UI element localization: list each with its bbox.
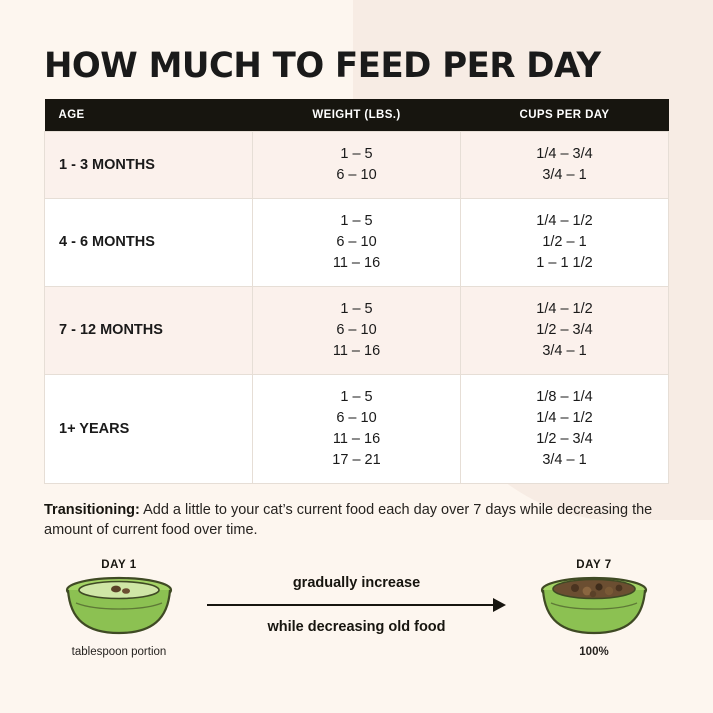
weight-value: 6 – 10 <box>336 321 377 338</box>
weight-value: 17 – 21 <box>332 451 381 468</box>
cell-weight <box>253 286 461 374</box>
column-header-cups: CUPS PER DAY <box>461 99 669 132</box>
cups-value: 1/8 – 1/4 <box>536 388 593 405</box>
cups-value: 1/2 – 1 <box>542 233 587 250</box>
cell-age: 1 - 3 MONTHS <box>45 131 253 198</box>
arrow-text-bottom: while decreasing old food <box>267 618 446 635</box>
weight-value: 11 – 16 <box>332 430 381 447</box>
table-row <box>45 286 669 374</box>
arrow-icon <box>194 597 519 613</box>
arrow-block <box>194 575 519 635</box>
weight-value: 6 – 10 <box>336 409 377 426</box>
cups-value: 1 – 1 1/2 <box>536 254 593 271</box>
cups-value: 1/4 – 1/2 <box>536 300 593 317</box>
weight-value: 11 – 16 <box>332 254 381 271</box>
page-title: HOW MUCH TO FEED PER DAY <box>44 46 601 86</box>
cups-value: 1/4 – 1/2 <box>536 212 593 229</box>
cell-age: 7 - 12 MONTHS <box>45 286 253 374</box>
cell-age: 4 - 6 MONTHS <box>45 198 253 286</box>
cell-weight <box>253 374 461 483</box>
cups-value: 3/4 – 1 <box>542 166 587 183</box>
table-row <box>45 131 669 198</box>
cups-value: 3/4 – 1 <box>542 451 587 468</box>
bowl-day1-icon <box>56 575 182 637</box>
table-header-row <box>45 99 669 132</box>
cups-value: 1/4 – 3/4 <box>536 145 593 162</box>
feeding-table <box>44 99 669 484</box>
table-header <box>45 99 669 132</box>
cups-value: 1/4 – 1/2 <box>536 409 593 426</box>
weight-value: 1 – 5 <box>340 145 373 162</box>
transition-diagram <box>44 559 669 689</box>
cell-cups <box>461 286 669 374</box>
weight-value: 6 – 10 <box>336 166 377 183</box>
column-header-age: AGE <box>45 99 253 132</box>
arrow-text-top: gradually increase <box>292 574 421 591</box>
bowl-day7-icon <box>531 575 657 637</box>
cell-cups <box>461 198 669 286</box>
day7-caption: 100% <box>579 645 609 658</box>
weight-value: 1 – 5 <box>340 300 373 317</box>
table-row <box>45 374 669 483</box>
cups-value: 1/2 – 3/4 <box>536 321 593 338</box>
cups-value: 3/4 – 1 <box>542 342 587 359</box>
transitioning-text: Add a little to your cat’s current food each day over 7 days while decreasing the amount of current food over time. <box>44 501 653 539</box>
weight-value: 6 – 10 <box>336 233 377 250</box>
table-body <box>45 131 669 483</box>
day7-block <box>519 559 669 658</box>
day1-block <box>44 559 194 658</box>
cell-weight <box>253 198 461 286</box>
transitioning-label: Transitioning: <box>44 501 140 518</box>
cell-weight <box>253 131 461 198</box>
table-row <box>45 198 669 286</box>
cell-cups <box>461 131 669 198</box>
weight-value: 1 – 5 <box>340 388 373 405</box>
day1-label: DAY 1 <box>101 558 137 571</box>
weight-value: 1 – 5 <box>340 212 373 229</box>
column-header-weight: WEIGHT (LBS.) <box>253 99 461 132</box>
day7-label: DAY 7 <box>576 558 612 571</box>
transitioning-note <box>44 500 669 541</box>
weight-value: 11 – 16 <box>332 342 381 359</box>
cups-value: 1/2 – 3/4 <box>536 430 593 447</box>
cell-cups <box>461 374 669 483</box>
day1-caption: tablespoon portion <box>71 645 167 658</box>
cell-age: 1+ YEARS <box>45 374 253 483</box>
